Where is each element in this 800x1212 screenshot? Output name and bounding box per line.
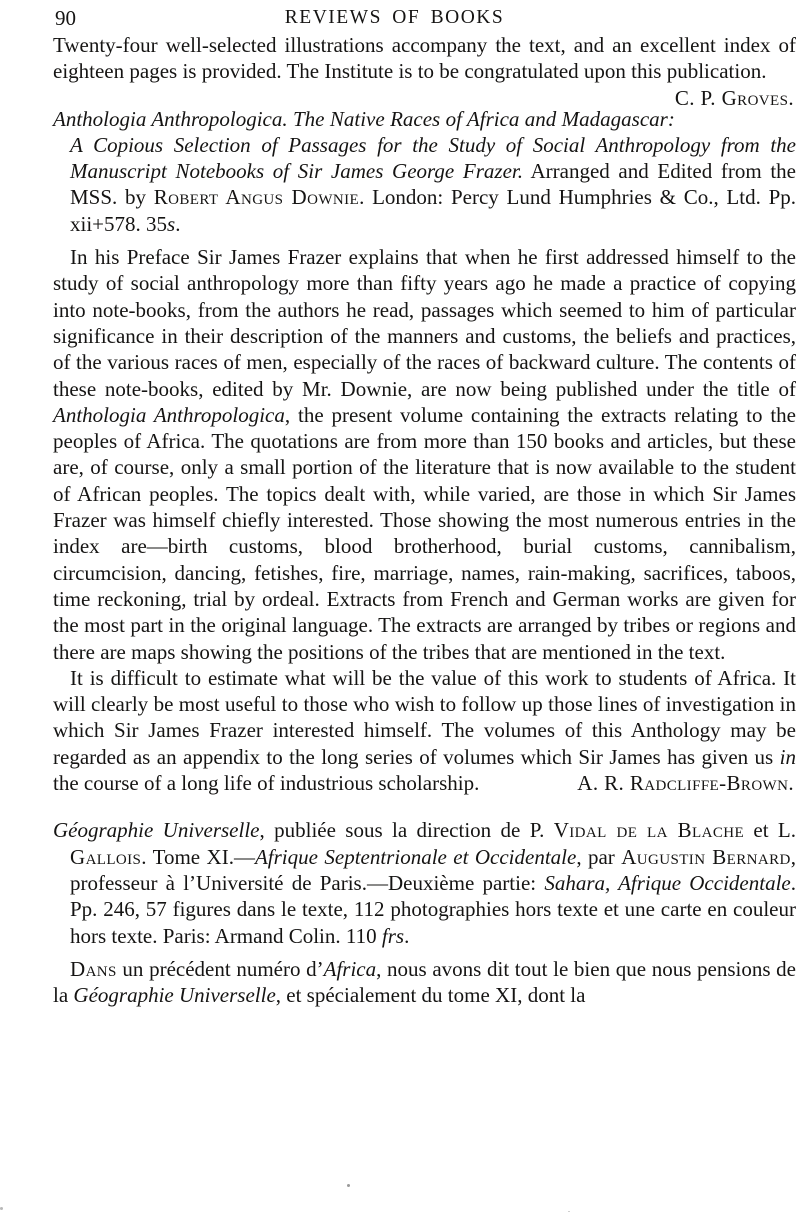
text-segment: , par xyxy=(576,844,622,869)
text-segment: Dans xyxy=(70,956,117,981)
text-segment: Anthologia Anthropologica xyxy=(53,402,285,427)
frazer-review-paragraph-2 xyxy=(53,665,796,796)
text-segment: In his Preface Sir James Frazer explains that when he first addressed himself to the study of social anthropology more than fifty years ago he made a practice of copying into note-books, from the authors he read, passages which seemed to him of particular significance in their description of the manners and customs, the beliefs and practices, of the various races of men, especially of the races of backward culture. The contents of these note-books, edited by Mr. Downie, are now being published under the title of xyxy=(53,245,796,401)
text-segment: the course of a long life of industrious scholarship. xyxy=(53,771,480,796)
text-segment: , the present volume containing the extracts relating to the peoples of Africa. The quotations are from more than 150 books and articles, but these are, of course, only a small portion of the literature that is now available to the student of African peoples. The topics dealt with, while varied, are those in which Sir James Frazer was himself chiefly interested. Those showing the most numerous entries in the index are—birth customs, blood brotherhood, burial customs, cannibalism, circumcision, dancing, fetishes, fire, marriage, names, rain-making, sacrifices, taboos, time reckoning, trial by ordeal. Extracts from French and German works are given for the most part in the original language. The extracts are arranged by tribes or regions and there are maps showing the positions of the tribes that are mentioned in the text. xyxy=(53,402,796,664)
scan-speck-artifact xyxy=(347,1184,350,1187)
text-segment: , professeur à l’Université de Paris.—Deuxième partie: xyxy=(70,844,796,895)
text-segment: et L. xyxy=(744,818,796,843)
text-segment: Arranged and Edited from the MSS. by xyxy=(70,159,797,210)
text-segment: Anthologia Anthropologica. The Native Races of Africa and Madagascar: A Copious Selection of Passages for the Study of Social Anthropology from the Manuscript Notebooks of Sir James George Frazer. xyxy=(53,106,796,184)
groves-review-closing-paragraph xyxy=(53,32,796,110)
text-segment: Vidal de la Blache xyxy=(553,818,745,843)
text-segment: . London: Percy Lund Humphries & Co., Ltd. Pp. xii+578. 35 xyxy=(70,185,797,236)
text-segment: Twenty-four well-selected illustrations accompany the text, and an excellent index of eighteen pages is provided. The Institute is to be congratulated upon this publication. xyxy=(53,33,796,84)
text-segment: Géographie Universelle xyxy=(73,983,276,1008)
text-segment: Robert Angus Downie xyxy=(153,185,360,210)
page-number: 90 xyxy=(55,6,76,30)
bibliography-entry-anthologia-anthropologica xyxy=(53,106,796,237)
text-segment: Gallois xyxy=(70,844,142,869)
text-segment: un précédent numéro d’ xyxy=(116,956,324,981)
text-segment: . xyxy=(175,211,181,236)
text-segment: It is difficult to estimate what will be the value of this work to students of Africa. It will clearly be most useful to those who wish to follow up those lines of investigation in which Sir James Frazer interested himself. The volumes of this Anthology may be regarded as an appendix to the long series of volumes which Sir James has given us xyxy=(53,665,796,769)
text-segment: Augustin Bernard xyxy=(621,844,791,869)
text-segment: . xyxy=(404,923,410,948)
geographie-review-paragraph-1 xyxy=(53,956,796,1009)
running-head: REVIEWS OF BOOKS xyxy=(284,7,505,28)
text-segment: Africa xyxy=(323,956,377,981)
text-segment: , nous avons dit tout le bien que nous pensions de la xyxy=(53,956,796,1008)
text-segment: Géographie Universelle xyxy=(53,818,260,843)
reviewer-signature: A. R. Radcliffe-Brown. xyxy=(577,771,794,796)
frazer-review-paragraph-1 xyxy=(53,244,796,665)
bibliography-entry-geographie-universelle xyxy=(53,817,796,948)
page-header xyxy=(53,5,796,32)
reviewer-signature: C. P. Groves. xyxy=(674,85,794,110)
text-segment: s xyxy=(167,211,176,236)
text-segment: . Pp. 246, 57 figures dans le texte, 112 photographies hors texte et une carte en couleur hors texte. Paris: Armand Colin. 110 xyxy=(70,870,796,948)
scan-speck-artifact xyxy=(0,1207,3,1210)
text-segment: Sahara, Afrique Occidentale xyxy=(544,870,791,895)
text-segment: , publiée sous la direction de P. xyxy=(259,818,554,843)
text-segment: , et spécialement du tome XI, dont la xyxy=(275,983,586,1008)
text-segment: in xyxy=(779,744,796,769)
page-content xyxy=(53,32,796,1008)
text-segment: frs xyxy=(381,923,405,948)
text-segment: . Tome XI.— xyxy=(141,844,255,869)
text-segment: Afrique Septentrionale et Occidentale xyxy=(254,844,577,869)
